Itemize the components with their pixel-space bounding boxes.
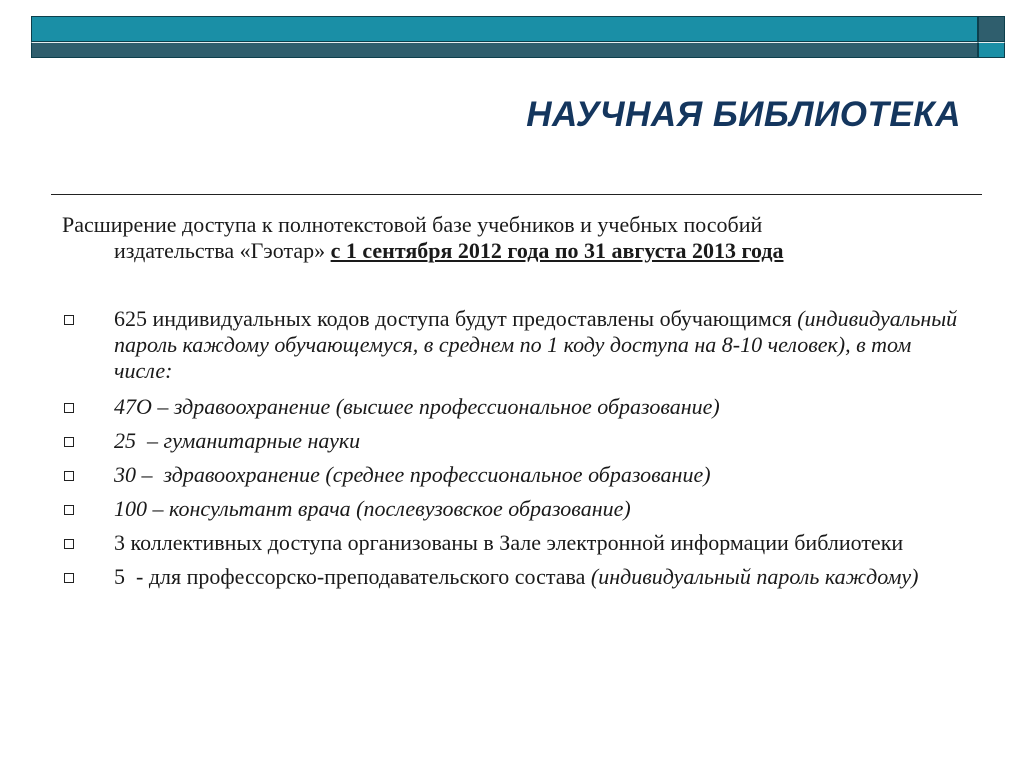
square-bullet-icon <box>64 403 74 413</box>
square-bullet-icon <box>64 573 74 583</box>
list-item <box>62 496 962 522</box>
list-item-italic: 30 – здравоохранение (среднее профессиональное образование) <box>114 462 711 487</box>
header-bar-bottom <box>31 42 978 58</box>
list-item-italic: (индивидуальный пароль каждому обучающемуся, в среднем по 1 коду доступа на 8-10 человек), в том числе: <box>114 306 958 383</box>
square-bullet-icon <box>64 315 74 325</box>
list-item <box>62 530 962 556</box>
bullet-list <box>62 306 962 598</box>
header-corner-block-bottom <box>978 42 1005 58</box>
list-item <box>62 462 962 488</box>
header-bar-top <box>31 16 978 42</box>
intro-line-1: Расширение доступа к полнотекстовой базе учебников и учебных пособий <box>62 212 763 237</box>
intro-publisher: издательства «Гэотар» <box>114 238 331 263</box>
list-item-text: 5 - для профессорско-преподавательского состава <box>114 564 591 589</box>
access-period: с 1 сентября 2012 года по 31 августа 2013 года <box>330 238 784 263</box>
list-item-text: 3 коллективных доступа организованы в Зале электронной информации библиотеки <box>114 530 904 555</box>
square-bullet-icon <box>64 505 74 515</box>
page-title: НАУЧНАЯ БИБЛИОТЕКА <box>526 95 961 134</box>
intro-paragraph <box>62 212 942 264</box>
square-bullet-icon <box>64 437 74 447</box>
list-item <box>62 394 962 420</box>
list-item <box>62 564 962 590</box>
list-item <box>62 428 962 454</box>
list-item-italic: 25 – гуманитарные науки <box>114 428 361 453</box>
list-item-italic: (индивидуальный пароль каждому) <box>590 564 919 589</box>
intro-line-2 <box>62 238 942 264</box>
header-corner-block-top <box>978 16 1005 42</box>
square-bullet-icon <box>64 471 74 481</box>
list-item <box>62 306 962 384</box>
square-bullet-icon <box>64 539 74 549</box>
list-item-text: 625 индивидуальных кодов доступа будут предоставлены обучающимся <box>114 306 792 331</box>
list-item-italic: 47О – здравоохранение (высшее профессиональное образование) <box>114 394 720 419</box>
title-divider <box>51 194 982 195</box>
list-item-italic: 100 – консультант врача (послевузовское образование) <box>114 496 631 521</box>
